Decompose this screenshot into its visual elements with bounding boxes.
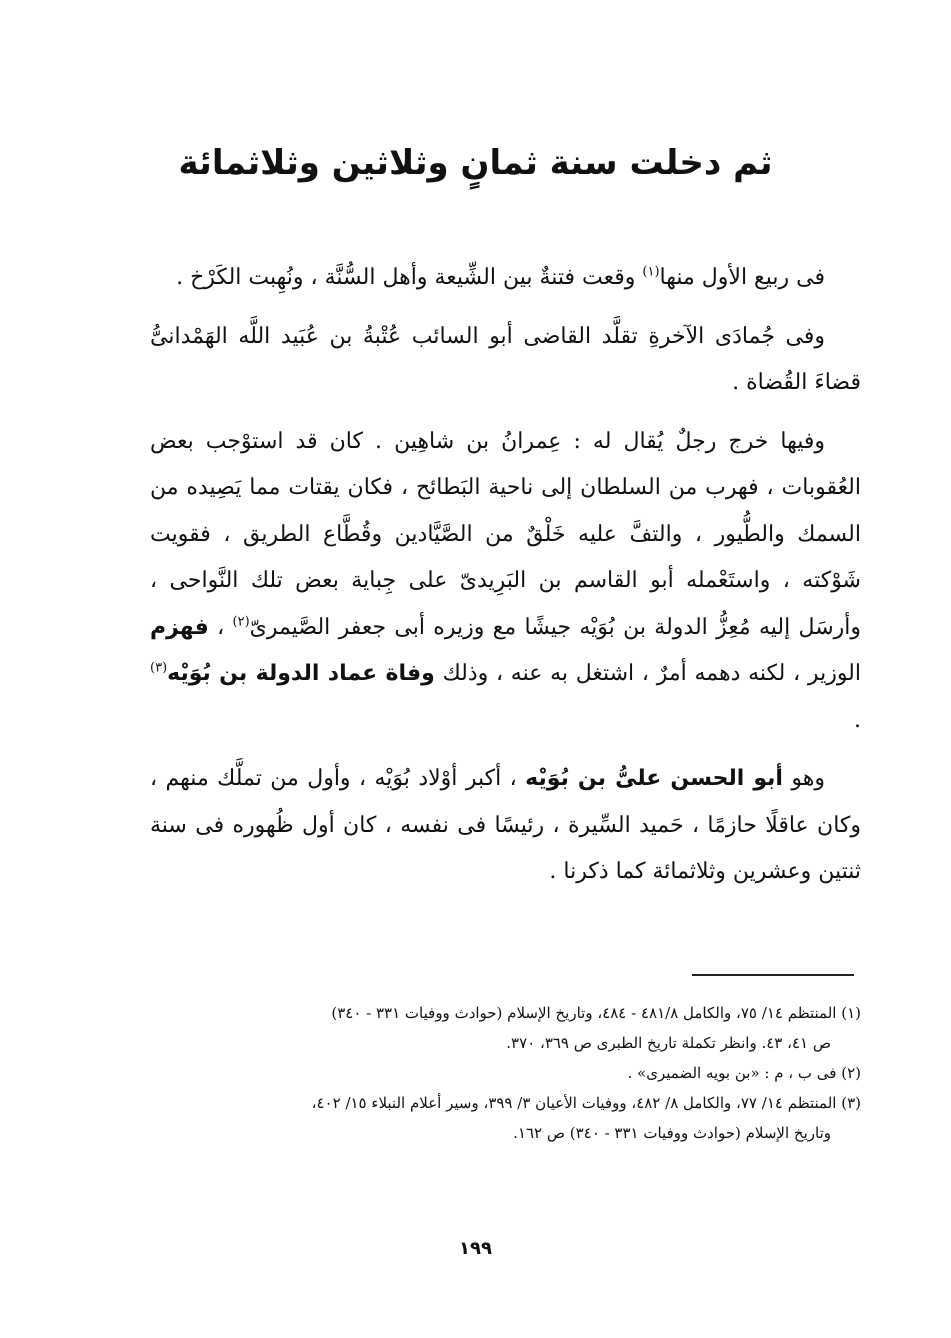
paragraph-4-bold: أبو الحسن علىُّ بن بُوَيْه — [525, 766, 783, 791]
footnote-separator — [692, 974, 854, 976]
paragraph-4 — [150, 756, 861, 896]
footnote-1-line-2: ص ٤١، ٤٣. وانظر تكملة تاريخ الطبرى ص ٣٦٩، ٣٧٠. — [506, 1034, 831, 1052]
footnote-3-line-1: (٣) المنتظم ١٤/ ٧٧، والكامل ٨/ ٤٨٢، ووفيات الأعيان ٣/ ٣٩٩، وسير أعلام النبلاء ١٥/ ٤٠٢، — [311, 1094, 861, 1112]
paragraph-3-text-b: ، — [208, 614, 233, 640]
footnote-2: (٢) فى ب ، م : «بن بويه الضميرى» . — [627, 1064, 861, 1082]
footnotes — [150, 998, 861, 1148]
footnote-marker-3: (٣) — [150, 660, 168, 676]
paragraph-1 — [150, 255, 861, 302]
paragraph-1-text-b: وقعت فتنةٌ بين الشِّيعة وأهل السُّنَّة ، ونُهِبت الكَرْخ . — [176, 265, 643, 290]
paragraph-4-text-a: وهو — [782, 766, 825, 791]
paragraph-2: وفى جُمادَى الآخرةِ تقلَّد القاضى أبو السائب عُتْبةُ بن عُبَيد اللَّه الهَمْدانىُّ قضاءَ القُضاة . — [150, 323, 861, 395]
footnote-3 — [150, 1088, 861, 1148]
paragraph-3-text-d: . — [854, 707, 861, 733]
footnote-1-line-1: (١) المنتظم ١٤/ ٧٥، والكامل ٤٨١/٨ - ٤٨٤، وتاريخ الإسلام (حوادث ووفيات ٣٣١ - ٣٤٠) — [331, 1004, 861, 1022]
paragraph-3-text-c: الوزير ، لكنه دهمه أمرٌ ، اشتغل به عنه ، وذلك — [434, 661, 861, 686]
main-text — [150, 255, 861, 908]
footnote-3-line-2: وتاريخ الإسلام (حوادث ووفيات ٣٣١ - ٣٤٠) ص ١٦٢. — [513, 1124, 831, 1142]
footnote-marker-2: (٢) — [232, 614, 250, 630]
paragraph-3-text-a: وفيها خرج رجلٌ يُقال له : عِمرانُ بن شاهِين . كان قد استوْجب بعض العُقوبات ، فهرب من السلطان إلى ناحية البَطائح ، فكان يقتات مما يَصِيده من السمك والطُّيور ، والتفَّ عليه خَلْقٌ من الصَّيَّادين وقُطَّاع الطريق ، فقويت شَوْكته ، واستَعْمله أبو القاسم بن البَرِيدىّ على جِباية بعض تلك النَّواحى ، وأرسَل إليه مُعِزُّ الدولة بن بُوَيْه جيشًا مع وزيره أبى جعفر الصَّيمرىّ — [150, 428, 862, 640]
paragraph-3 — [150, 419, 861, 745]
footnote-1 — [150, 998, 861, 1058]
paragraph-1-text-a: فى ربيع الأول منها — [659, 265, 825, 290]
page-number: ١٩٩ — [459, 1238, 492, 1259]
chapter-title: ثم دخلت سنة ثمانٍ وثلاثين وثلاثمائة — [178, 143, 773, 183]
paragraph-3-bold-b: وفاة عماد الدولة بن بُوَيْه — [167, 661, 435, 686]
paragraph-3-bold-a: فهزم — [150, 614, 209, 640]
footnote-marker-1: (١) — [642, 264, 660, 280]
paragraph-4-text-b: ، أكبر أوْلاد بُوَيْه ، وأول من تملَّك منهم ، وكان عاقلًا حازمًا ، حَميد السِّيرة ، رئيسًا فى نفسه ، كان أول ظُهوره فى سنة ثنتين وعشرين وثلاثمائة كما ذكرنا . — [150, 766, 861, 884]
